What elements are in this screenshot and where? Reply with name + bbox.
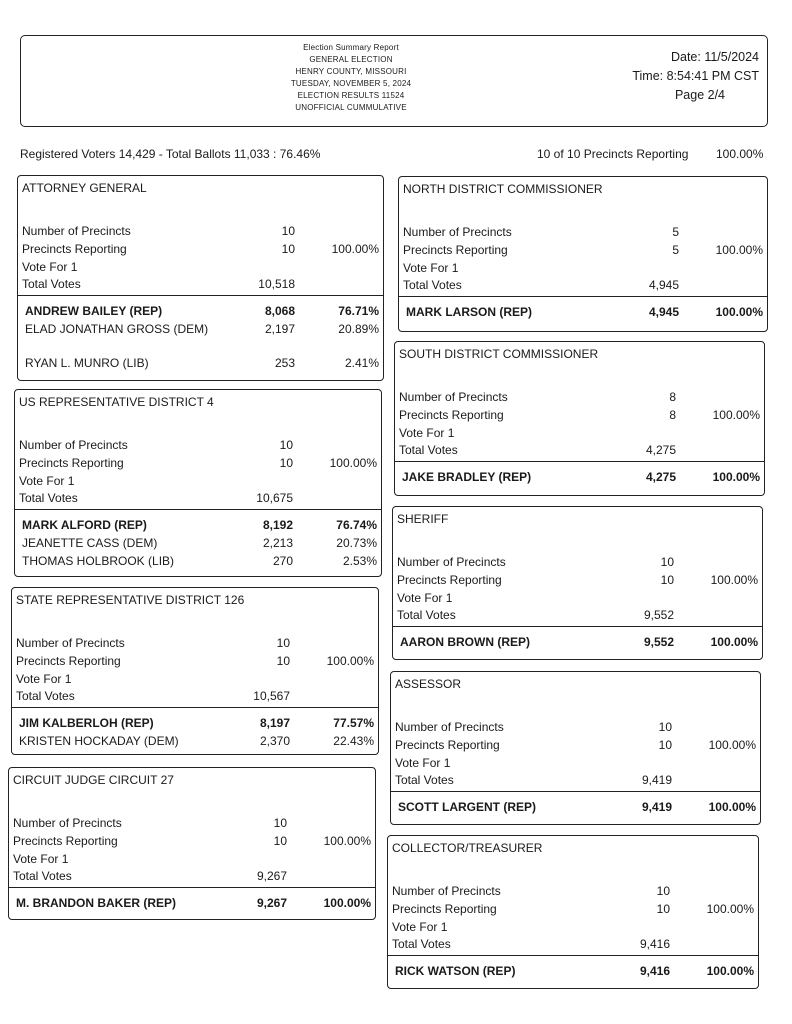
stat-label: Number of Precincts xyxy=(13,816,122,830)
candidate-percent: 100.00% xyxy=(712,470,760,484)
candidate-name: JEANETTE CASS (DEM) xyxy=(22,536,158,550)
stat-label: Total Votes xyxy=(403,278,462,292)
stat-label: Number of Precincts xyxy=(403,225,512,239)
stat-label: Number of Precincts xyxy=(16,636,125,650)
race-title: ATTORNEY GENERAL xyxy=(22,181,147,195)
stat-value: 10 xyxy=(660,555,674,569)
race-box xyxy=(17,175,384,381)
num-precincts-row xyxy=(397,555,758,573)
candidate-row xyxy=(395,963,754,979)
precincts-reporting-row xyxy=(16,654,374,672)
candidate-votes: 9,416 xyxy=(639,964,670,978)
report-title-line: UNOFFICIAL CUMMULATIVE xyxy=(295,103,407,112)
candidate-percent: 20.89% xyxy=(338,322,379,336)
vote-for-row xyxy=(22,260,379,278)
num-precincts-row xyxy=(395,720,756,738)
num-precincts-row xyxy=(403,225,763,243)
precincts-reporting-row xyxy=(399,408,760,426)
race-title: CIRCUIT JUDGE CIRCUIT 27 xyxy=(13,773,174,787)
stat-percent: 100.00% xyxy=(326,654,374,668)
report-title-line: TUESDAY, NOVEMBER 5, 2024 xyxy=(290,79,412,88)
precincts-reporting-row xyxy=(395,738,756,756)
race-box xyxy=(390,671,761,825)
stat-value: 9,552 xyxy=(643,608,674,622)
num-precincts-row xyxy=(19,438,377,456)
race-title: SOUTH DISTRICT COMMISSIONER xyxy=(399,347,599,361)
stat-value: 5 xyxy=(672,225,679,239)
precincts-reporting-row xyxy=(13,834,371,852)
candidate-name: ANDREW BAILEY (REP) xyxy=(25,304,163,318)
race-box xyxy=(394,341,765,496)
stat-label: Vote For 1 xyxy=(392,920,448,934)
results-divider xyxy=(395,461,764,462)
race-title: US REPRESENTATIVE DISTRICT 4 xyxy=(19,395,214,409)
stat-value: 10 xyxy=(279,438,293,452)
race-box xyxy=(387,835,759,989)
num-precincts-row xyxy=(22,224,379,242)
stat-value: 10,518 xyxy=(258,277,295,291)
results-divider xyxy=(15,509,381,510)
race-box xyxy=(11,587,379,755)
report-title-line: Election Summary Report xyxy=(303,43,399,52)
report-meta xyxy=(632,48,759,105)
total-votes-row xyxy=(395,773,756,791)
report-title-block xyxy=(251,42,451,114)
results-divider xyxy=(388,955,758,956)
candidate-votes: 9,552 xyxy=(643,635,674,649)
stat-label: Number of Precincts xyxy=(392,884,501,898)
precincts-reporting-row xyxy=(19,456,377,474)
candidate-row xyxy=(402,469,760,485)
candidate-name: RYAN L. MUNRO (LIB) xyxy=(25,356,149,370)
candidate-name: KRISTEN HOCKADAY (DEM) xyxy=(19,734,179,748)
num-precincts-row xyxy=(399,390,760,408)
stat-value: 10 xyxy=(276,636,290,650)
stat-value: 10 xyxy=(276,654,290,668)
report-date: Date: 11/5/2024 xyxy=(670,50,759,64)
results-divider xyxy=(18,295,383,296)
candidate-votes: 8,197 xyxy=(259,716,290,730)
candidate-row xyxy=(16,895,371,911)
stat-label: Total Votes xyxy=(13,869,72,883)
candidate-votes: 4,945 xyxy=(648,305,679,319)
race-title: SHERIFF xyxy=(397,512,449,526)
stat-value: 4,275 xyxy=(645,443,676,457)
stat-value: 10 xyxy=(279,456,293,470)
candidate-percent: 77.57% xyxy=(333,716,374,730)
candidate-name: JIM KALBERLOH (REP) xyxy=(19,716,154,730)
candidate-percent: 100.00% xyxy=(323,896,371,910)
stat-value: 9,419 xyxy=(641,773,672,787)
candidate-votes: 2,213 xyxy=(262,536,293,550)
candidate-row xyxy=(25,355,379,371)
stat-value: 10 xyxy=(656,902,670,916)
candidate-row xyxy=(400,634,758,650)
vote-for-row xyxy=(395,756,756,774)
stat-value: 8 xyxy=(669,408,676,422)
candidate-row xyxy=(22,553,377,569)
race-title: ASSESSOR xyxy=(395,677,462,691)
stat-label: Vote For 1 xyxy=(13,852,69,866)
candidate-name: MARK ALFORD (REP) xyxy=(22,518,147,532)
report-title-line: GENERAL ELECTION xyxy=(309,55,393,64)
race-box xyxy=(8,767,376,920)
candidate-name: AARON BROWN (REP) xyxy=(400,635,530,649)
stat-label: Total Votes xyxy=(392,937,451,951)
num-precincts-row xyxy=(13,816,371,834)
precincts-reporting-row xyxy=(22,242,379,260)
candidate-name: ELAD JONATHAN GROSS (DEM) xyxy=(25,322,209,336)
results-divider xyxy=(12,707,378,708)
stat-label: Number of Precincts xyxy=(399,390,508,404)
stat-label: Vote For 1 xyxy=(397,591,453,605)
stat-label: Precincts Reporting xyxy=(16,654,121,668)
stat-label: Precincts Reporting xyxy=(13,834,118,848)
candidate-row xyxy=(22,517,377,533)
precincts-reporting-row xyxy=(403,243,763,261)
vote-for-row xyxy=(399,426,760,444)
stat-value: 10 xyxy=(273,816,287,830)
candidate-percent: 2.53% xyxy=(342,554,377,568)
candidate-row xyxy=(22,535,377,551)
candidate-votes: 2,197 xyxy=(264,322,295,336)
stat-percent: 100.00% xyxy=(708,738,756,752)
total-votes-row xyxy=(397,608,758,626)
stat-value: 10 xyxy=(281,242,295,256)
results-divider xyxy=(9,887,375,888)
candidate-row xyxy=(19,733,374,749)
candidate-percent: 2.41% xyxy=(344,356,379,370)
total-votes-row xyxy=(399,443,760,461)
num-precincts-row xyxy=(392,884,754,902)
total-votes-row xyxy=(392,937,754,955)
report-title-line: HENRY COUNTY, MISSOURI xyxy=(295,67,407,76)
candidate-name: RICK WATSON (REP) xyxy=(395,964,516,978)
stat-label: Number of Precincts xyxy=(19,438,128,452)
precincts-reporting-row xyxy=(397,573,758,591)
candidate-row xyxy=(406,304,763,320)
stat-value: 8 xyxy=(669,390,676,404)
stat-percent: 100.00% xyxy=(715,243,763,257)
stat-label: Number of Precincts xyxy=(397,555,506,569)
stat-label: Precincts Reporting xyxy=(392,902,497,916)
stat-label: Total Votes xyxy=(16,689,75,703)
stat-value: 10 xyxy=(273,834,287,848)
stat-label: Number of Precincts xyxy=(395,720,504,734)
stat-percent: 100.00% xyxy=(712,408,760,422)
stat-label: Total Votes xyxy=(19,491,78,505)
total-votes-row xyxy=(13,869,371,887)
vote-for-row xyxy=(403,261,763,279)
stat-label: Number of Precincts xyxy=(22,224,131,238)
stat-label: Precincts Reporting xyxy=(403,243,508,257)
stat-value: 9,416 xyxy=(639,937,670,951)
report-time: Time: 8:54:41 PM CST xyxy=(632,69,759,83)
vote-for-row xyxy=(13,852,371,870)
stat-percent: 100.00% xyxy=(331,242,379,256)
candidate-percent: 76.74% xyxy=(336,518,377,532)
vote-for-row xyxy=(392,920,754,938)
race-box xyxy=(14,389,382,577)
stat-value: 5 xyxy=(672,243,679,257)
stat-percent: 100.00% xyxy=(323,834,371,848)
stat-label: Total Votes xyxy=(397,608,456,622)
total-votes-row xyxy=(19,491,377,509)
vote-for-row xyxy=(397,591,758,609)
stat-value: 10 xyxy=(281,224,295,238)
candidate-votes: 253 xyxy=(274,356,295,370)
candidate-row xyxy=(398,799,756,815)
stat-label: Vote For 1 xyxy=(399,426,455,440)
stat-label: Vote For 1 xyxy=(395,756,451,770)
precincts-reporting-row xyxy=(392,902,754,920)
candidate-name: THOMAS HOLBROOK (LIB) xyxy=(22,554,175,568)
race-title: COLLECTOR/TREASURER xyxy=(392,841,543,855)
stat-label: Vote For 1 xyxy=(22,260,78,274)
candidate-percent: 20.73% xyxy=(336,536,377,550)
candidate-percent: 76.71% xyxy=(338,304,379,318)
candidate-votes: 2,370 xyxy=(259,734,290,748)
results-divider xyxy=(399,296,767,297)
stat-value: 4,945 xyxy=(648,278,679,292)
stat-label: Total Votes xyxy=(22,277,81,291)
stat-label: Vote For 1 xyxy=(16,672,72,686)
precincts-summary-pct: 100.00% xyxy=(716,147,764,161)
stat-value: 10 xyxy=(660,573,674,587)
stat-value: 9,267 xyxy=(256,869,287,883)
results-divider xyxy=(391,791,760,792)
candidate-row xyxy=(25,303,379,319)
candidate-row xyxy=(25,321,379,353)
race-title: NORTH DISTRICT COMMISSIONER xyxy=(403,182,603,196)
stat-percent: 100.00% xyxy=(706,902,754,916)
stat-label: Vote For 1 xyxy=(403,261,459,275)
stat-label: Precincts Reporting xyxy=(395,738,500,752)
candidate-votes: 4,275 xyxy=(645,470,676,484)
candidate-name: SCOTT LARGENT (REP) xyxy=(398,800,536,814)
results-divider xyxy=(393,626,762,627)
stat-value: 10 xyxy=(656,884,670,898)
report-header xyxy=(20,35,768,127)
candidate-votes: 270 xyxy=(272,554,293,568)
stat-label: Precincts Reporting xyxy=(399,408,504,422)
registered-voters-summary: Registered Voters 14,429 - Total Ballots 11,033 : 76.46% xyxy=(20,147,321,161)
stat-label: Total Votes xyxy=(395,773,454,787)
report-title-line: ELECTION RESULTS 11524 xyxy=(297,91,405,100)
candidate-row xyxy=(19,715,374,731)
stat-label: Precincts Reporting xyxy=(19,456,124,470)
candidate-percent: 100.00% xyxy=(706,964,754,978)
stat-percent: 100.00% xyxy=(329,456,377,470)
stat-percent: 100.00% xyxy=(710,573,758,587)
race-box xyxy=(392,506,763,660)
stat-label: Vote For 1 xyxy=(19,474,75,488)
candidate-votes: 8,192 xyxy=(262,518,293,532)
precincts-summary: 10 of 10 Precincts Reporting xyxy=(537,147,689,161)
stat-label: Precincts Reporting xyxy=(22,242,127,256)
candidate-votes: 9,419 xyxy=(641,800,672,814)
stat-value: 10,567 xyxy=(253,689,290,703)
stat-value: 10,675 xyxy=(256,491,293,505)
vote-for-row xyxy=(16,672,374,690)
candidate-votes: 8,068 xyxy=(264,304,295,318)
race-title: STATE REPRESENTATIVE DISTRICT 126 xyxy=(16,593,245,607)
total-votes-row xyxy=(16,689,374,707)
page-number: Page 2/4 xyxy=(674,88,725,102)
candidate-percent: 100.00% xyxy=(710,635,758,649)
stat-label: Precincts Reporting xyxy=(397,573,502,587)
stat-label: Total Votes xyxy=(399,443,458,457)
num-precincts-row xyxy=(16,636,374,654)
race-box xyxy=(398,176,768,332)
candidate-percent: 100.00% xyxy=(708,800,756,814)
candidate-name: M. BRANDON BAKER (REP) xyxy=(16,896,176,910)
stat-value: 10 xyxy=(658,720,672,734)
candidate-name: MARK LARSON (REP) xyxy=(406,305,532,319)
candidate-percent: 22.43% xyxy=(333,734,374,748)
stat-value: 10 xyxy=(658,738,672,752)
vote-for-row xyxy=(19,474,377,492)
candidate-percent: 100.00% xyxy=(715,305,763,319)
total-votes-row xyxy=(403,278,763,296)
total-votes-row xyxy=(22,277,379,295)
candidate-votes: 9,267 xyxy=(256,896,287,910)
candidate-name: JAKE BRADLEY (REP) xyxy=(402,470,532,484)
